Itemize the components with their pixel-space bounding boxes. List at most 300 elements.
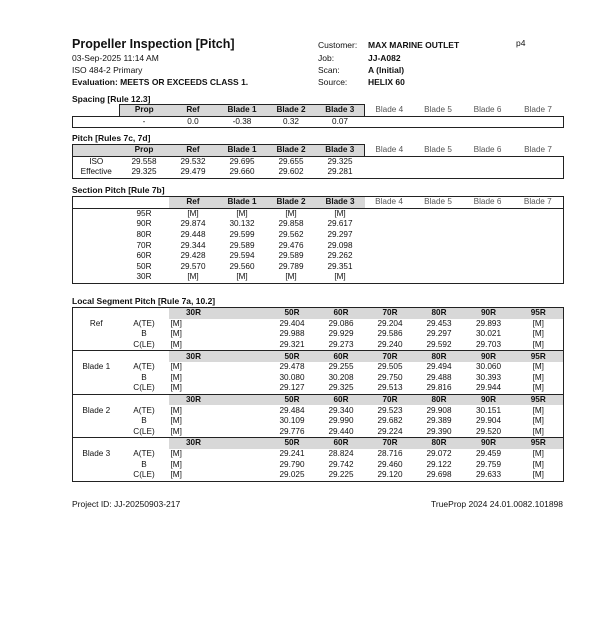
local-segment-row [73, 319, 564, 330]
local-cell: 29.297 [426, 329, 452, 339]
local-radius-header-row [73, 308, 564, 319]
local-group-label: Ref [73, 319, 120, 330]
pitch-cell: 29.532 [169, 156, 218, 167]
local-cell: 29.255 [328, 362, 354, 372]
section-row-spacer [73, 219, 120, 230]
local-cell: 29.321 [279, 340, 305, 350]
local-radius-header: 80R [415, 351, 464, 362]
local-radius-header-row [73, 394, 564, 405]
source-value: HELIX 60 [368, 77, 405, 87]
local-position-label: A(TE) [133, 449, 155, 459]
local-gap-cell [219, 416, 268, 427]
evaluation-result: Evaluation: MEETS OR EXCEEDS CLASS 1. [72, 77, 249, 87]
pitch-cell: 29.479 [169, 167, 218, 178]
local-segment-row [73, 427, 564, 438]
local-cell: 29.893 [475, 318, 502, 328]
local-cell: [M] [514, 362, 564, 373]
local-gap-cell [219, 383, 268, 394]
local-group-label [73, 340, 120, 351]
local-cell: 28.824 [328, 449, 354, 459]
spacing-col-blade4: Blade 4 [375, 105, 404, 115]
local-segment-row [73, 459, 564, 470]
spacing-col-blade2: Blade 2 [267, 105, 316, 117]
section-cell [463, 219, 513, 230]
local-header-spacer [120, 308, 169, 319]
local-radius-header: 60R [317, 438, 366, 449]
local-cell: 29.453 [426, 318, 452, 328]
local-cell: [M] [170, 405, 182, 415]
local-cell: 29.072 [426, 449, 452, 459]
local-cell: [M] [170, 449, 182, 459]
local-cell: 29.742 [328, 459, 354, 469]
local-gap-cell [219, 362, 268, 373]
spacing-col-blade5: Blade 5 [424, 105, 452, 115]
local-segment-title: Local Segment Pitch [Rule 7a, 10.2] [72, 296, 216, 306]
pitch-cell [463, 167, 513, 178]
local-cell: 29.460 [377, 459, 403, 469]
local-position-label: C(LE) [133, 383, 155, 393]
section-row-spacer [73, 272, 120, 283]
section-cell [365, 219, 414, 230]
local-cell: 29.225 [317, 470, 366, 481]
local-cell: 29.698 [415, 470, 464, 481]
local-cell: 29.478 [279, 362, 305, 372]
local-cell: 30.060 [475, 362, 502, 372]
pitch-cell: 29.695 [218, 156, 267, 167]
section-row-label: 50R [136, 261, 152, 271]
spacing-header-row [73, 105, 564, 117]
pitch-cell: 29.281 [316, 167, 365, 178]
spacing-corner [73, 105, 120, 117]
spacing-col-ref: Ref [169, 105, 218, 117]
section-cell [513, 262, 564, 273]
local-group-label [73, 373, 120, 384]
local-radius-header: 30R [169, 438, 219, 449]
local-position-label: A(TE) [133, 318, 155, 328]
local-header-spacer [120, 394, 169, 405]
local-radius-header: 80R [415, 438, 464, 449]
section-cell: [M] [218, 272, 267, 283]
pitch-col-prop: Prop [120, 145, 169, 157]
local-radius-header: 90R [464, 308, 514, 319]
local-segment-table [72, 307, 564, 482]
section-cell: 29.594 [229, 251, 255, 261]
pitch-col-ref: Ref [169, 145, 218, 157]
pitch-cell: 29.660 [218, 167, 267, 178]
spacing-cell: 0.32 [267, 116, 316, 128]
section-cell: 29.560 [229, 261, 255, 271]
local-segment-row [73, 416, 564, 427]
local-radius-header: 60R [317, 351, 366, 362]
local-group-label [73, 470, 120, 481]
pitch-row-label: ISO [73, 156, 120, 167]
pitch-col-blade5: Blade 5 [424, 145, 452, 155]
local-cell: 29.682 [377, 416, 403, 426]
spacing-cell: 0.0 [169, 116, 218, 128]
spacing-cell: 0.07 [316, 116, 365, 128]
section-cell: [M] [316, 272, 365, 283]
local-radius-header: 80R [415, 308, 464, 319]
standard-label: ISO 484-2 Primary [72, 65, 143, 75]
pitch-cell: 29.655 [267, 156, 316, 167]
local-cell: 29.988 [279, 329, 305, 339]
local-cell: [M] [514, 383, 564, 394]
local-segment-row [73, 373, 564, 384]
section-pitch-row [73, 251, 564, 262]
customer-value: MAX MARINE OUTLET [368, 40, 460, 50]
section-cell [365, 208, 414, 219]
pitch-col-blade3: Blade 3 [316, 145, 365, 157]
local-header-spacer [120, 438, 169, 449]
local-cell: 29.523 [377, 405, 403, 415]
local-gap-cell [219, 449, 268, 460]
local-cell: 29.204 [377, 318, 403, 328]
local-cell: [M] [170, 383, 182, 393]
local-cell: 29.513 [377, 383, 403, 393]
local-radius-header: 30R [169, 351, 219, 362]
pitch-col-blade2: Blade 2 [267, 145, 316, 157]
section-pitch-row [73, 219, 564, 230]
local-cell: [M] [514, 405, 564, 416]
local-cell: 29.750 [377, 372, 403, 382]
section-cell: 29.344 [180, 240, 206, 250]
local-cell: 29.241 [279, 449, 305, 459]
section-cell [365, 240, 414, 251]
local-radius-header: 90R [464, 394, 514, 405]
local-cell: [M] [170, 416, 182, 426]
report-date: 03-Sep-2025 11:14 AM [72, 53, 159, 63]
local-segment-row [73, 405, 564, 416]
section-col-ref: Ref [169, 197, 218, 209]
pitch-cell [463, 156, 513, 167]
local-cell: 29.944 [475, 383, 502, 393]
section-cell: 29.098 [327, 240, 353, 250]
section-cell [414, 208, 463, 219]
local-gap-cell [219, 329, 268, 340]
pitch-cell: 29.602 [267, 167, 316, 178]
local-segment-row [73, 340, 564, 351]
section-cell [414, 251, 463, 262]
section-cell: 29.351 [327, 261, 353, 271]
local-cell: 29.633 [464, 470, 514, 481]
section-col-blade1: Blade 1 [218, 197, 267, 209]
section-col-blade6: Blade 6 [463, 197, 513, 209]
local-cell: 29.929 [328, 329, 354, 339]
local-cell: [M] [170, 362, 182, 372]
local-cell: 29.505 [377, 362, 403, 372]
local-position-label: A(TE) [133, 405, 155, 415]
section-pitch-row [73, 272, 564, 283]
section-pitch-row [73, 262, 564, 273]
section-row-label: 95R [120, 208, 169, 219]
local-cell: 30.393 [475, 372, 502, 382]
local-cell: [M] [514, 459, 564, 470]
local-cell: 29.389 [426, 416, 452, 426]
local-segment-row [73, 383, 564, 394]
local-cell: [M] [514, 329, 564, 340]
page-title: Propeller Inspection [Pitch] [72, 37, 235, 51]
local-radius-header: 95R [514, 351, 564, 362]
local-radius-header: 50R [268, 308, 317, 319]
local-group-label [73, 416, 120, 427]
local-radius-header: 90R [464, 438, 514, 449]
section-row-label: 70R [136, 240, 152, 250]
local-cell: 29.224 [377, 426, 403, 436]
section-cell: 29.589 [278, 251, 304, 261]
section-cell [365, 262, 414, 273]
section-row-spacer [73, 208, 120, 219]
local-gap-cell [219, 405, 268, 416]
local-cell: 29.459 [475, 449, 502, 459]
pitch-cell [513, 156, 564, 167]
local-radius-header: 70R [366, 438, 415, 449]
section-cell [414, 219, 463, 230]
local-cell: 28.716 [377, 449, 403, 459]
local-radius-header: 70R [366, 308, 415, 319]
local-radius-header [219, 351, 268, 362]
local-cell: 29.025 [268, 470, 317, 481]
local-cell: [M] [514, 319, 564, 330]
section-cell [513, 272, 564, 283]
section-cell [365, 230, 414, 241]
local-cell: [M] [514, 449, 564, 460]
local-header-spacer [73, 351, 120, 362]
local-group-label: Blade 1 [73, 362, 120, 373]
section-cell [414, 262, 463, 273]
pitch-row-iso [73, 156, 564, 167]
pitch-cell: 29.325 [120, 167, 169, 178]
pitch-header-row [73, 145, 564, 157]
pitch-cell: 29.558 [120, 156, 169, 167]
local-gap-cell [219, 340, 268, 351]
section-pitch-row [73, 230, 564, 241]
local-cell: 29.776 [279, 426, 305, 436]
section-cell: 29.448 [180, 230, 206, 240]
local-cell: 30.151 [475, 405, 502, 415]
section-col-blade2: Blade 2 [267, 197, 316, 209]
local-cell: [M] [169, 470, 219, 481]
local-cell: 29.904 [475, 416, 502, 426]
local-cell: 29.325 [328, 383, 354, 393]
pitch-col-blade7: Blade 7 [524, 145, 552, 155]
section-row-label: 80R [136, 230, 152, 240]
local-group-label [73, 329, 120, 340]
section-cell [513, 240, 564, 251]
local-gap-cell [219, 319, 268, 330]
local-radius-header: 90R [464, 351, 514, 362]
local-cell: 29.240 [377, 340, 403, 350]
section-cell [463, 262, 513, 273]
local-radius-header [219, 394, 268, 405]
section-pitch-table [72, 196, 564, 284]
section-pitch-header-row [73, 197, 564, 209]
section-cell: [M] [169, 272, 218, 283]
local-gap-cell [219, 373, 268, 384]
pitch-cell [414, 156, 463, 167]
local-cell: [M] [170, 318, 182, 328]
section-cell: 29.428 [180, 251, 206, 261]
local-radius-header: 30R [169, 308, 219, 319]
section-col-blade5: Blade 5 [414, 197, 463, 209]
local-radius-header-row [73, 438, 564, 449]
section-pitch-row [73, 208, 564, 219]
pitch-corner [73, 145, 120, 157]
local-cell: 29.120 [366, 470, 415, 481]
local-radius-header: 60R [317, 394, 366, 405]
local-segment-row [73, 362, 564, 373]
section-cell: [M] [267, 208, 316, 219]
local-group-label: Blade 3 [73, 449, 120, 460]
local-position-label: B [141, 372, 147, 382]
local-cell: 29.494 [426, 362, 452, 372]
local-cell: 30.109 [279, 416, 305, 426]
section-pitch-title: Section Pitch [Rule 7b] [72, 185, 165, 195]
local-cell: [M] [514, 470, 564, 481]
section-pitch-body [73, 208, 564, 283]
local-position-label: A(TE) [133, 362, 155, 372]
local-cell: 29.520 [475, 426, 502, 436]
local-cell: 30.021 [475, 329, 502, 339]
section-row-spacer [73, 230, 120, 241]
section-row-spacer [73, 240, 120, 251]
section-cell: [M] [169, 208, 218, 219]
local-position-label: B [141, 459, 147, 469]
software-version: TrueProp 2024 24.01.0082.101898 [430, 499, 563, 509]
local-radius-header [219, 308, 268, 319]
local-cell: [M] [170, 329, 182, 339]
local-gap-cell [219, 459, 268, 470]
local-radius-header: 50R [268, 438, 317, 449]
local-gap-cell [219, 470, 268, 481]
section-cell: 29.562 [278, 230, 304, 240]
section-cell [463, 272, 513, 283]
section-cell: 29.570 [180, 261, 206, 271]
local-cell: 29.484 [279, 405, 305, 415]
local-cell: [M] [170, 426, 182, 436]
section-cell: 29.476 [278, 240, 304, 250]
job-label: Job: [318, 53, 335, 63]
section-cell: 29.599 [229, 230, 255, 240]
pitch-cell [365, 156, 414, 167]
section-cell [463, 251, 513, 262]
local-group-label [73, 459, 120, 470]
section-cell [365, 251, 414, 262]
section-row-label: 90R [136, 219, 152, 229]
section-pitch-corner [120, 197, 169, 209]
spacing-table [72, 104, 564, 128]
local-group-label [73, 427, 120, 438]
section-cell [414, 272, 463, 283]
local-segment-row [73, 449, 564, 460]
pitch-table [72, 144, 564, 179]
spacing-col-prop: Prop [120, 105, 169, 117]
local-radius-header: 50R [268, 394, 317, 405]
local-cell: 29.404 [279, 318, 305, 328]
local-position-label: B [141, 329, 147, 339]
section-cell: 29.262 [327, 251, 353, 261]
section-cell [513, 208, 564, 219]
local-radius-header [219, 438, 268, 449]
local-cell: [M] [170, 340, 182, 350]
section-cell: 29.874 [180, 219, 206, 229]
local-group-label: Blade 2 [73, 405, 120, 416]
local-cell: 29.122 [426, 459, 452, 469]
local-cell: 29.592 [426, 340, 452, 350]
local-position-label: C(LE) [133, 426, 155, 436]
local-cell: 29.440 [328, 426, 354, 436]
local-header-spacer [73, 394, 120, 405]
pitch-title: Pitch [Rules 7c, 7d] [72, 133, 151, 143]
local-cell: 29.790 [279, 459, 305, 469]
spacing-cell [365, 116, 414, 128]
section-cell [463, 230, 513, 241]
local-cell: 29.990 [328, 416, 354, 426]
local-radius-header: 70R [366, 351, 415, 362]
customer-label: Customer: [318, 40, 358, 50]
scan-value: A (Initial) [368, 65, 405, 75]
spacing-col-blade7: Blade 7 [524, 105, 552, 115]
section-cell: [M] [267, 272, 316, 283]
local-radius-header: 70R [366, 394, 415, 405]
local-cell: 30.208 [328, 372, 354, 382]
section-cell: 29.858 [278, 219, 304, 229]
spacing-col-blade3: Blade 3 [316, 105, 365, 117]
local-cell: 29.086 [328, 318, 354, 328]
section-col-blade4: Blade 4 [365, 197, 414, 209]
pitch-cell: 29.325 [316, 156, 365, 167]
local-radius-header: 50R [268, 351, 317, 362]
local-cell: 29.488 [426, 372, 452, 382]
local-header-spacer [73, 308, 120, 319]
section-cell [463, 208, 513, 219]
scan-label: Scan: [318, 65, 340, 75]
section-cell [365, 272, 414, 283]
local-group-label [73, 383, 120, 394]
section-cell [414, 230, 463, 241]
pitch-row-label: Effective [73, 167, 120, 178]
local-gap-cell [219, 427, 268, 438]
local-cell: [M] [514, 416, 564, 427]
section-cell: 29.789 [278, 261, 304, 271]
local-radius-header: 95R [514, 308, 564, 319]
section-cell: 29.617 [327, 219, 353, 229]
spacing-cell [513, 116, 564, 128]
spacing-title: Spacing [Rule 12.3] [72, 94, 151, 104]
local-radius-header: 95R [514, 438, 564, 449]
local-position-label: C(LE) [133, 340, 155, 350]
pitch-col-blade6: Blade 6 [473, 145, 502, 155]
section-row-label: 30R [120, 272, 169, 283]
local-radius-header: 30R [169, 394, 219, 405]
local-cell: 30.080 [279, 372, 305, 382]
project-id: Project ID: JJ-20250903-217 [72, 499, 181, 509]
spacing-row [73, 116, 564, 128]
spacing-cell: - [120, 116, 169, 128]
section-row-label: 60R [136, 251, 152, 261]
spacing-row-label [73, 116, 120, 128]
section-cell: [M] [316, 208, 365, 219]
job-value: JJ-A082 [368, 53, 401, 63]
local-cell: [M] [514, 340, 564, 351]
local-cell: [M] [514, 427, 564, 438]
section-row-spacer [73, 251, 120, 262]
local-cell: 29.340 [328, 405, 354, 415]
section-cell [513, 230, 564, 241]
local-header-spacer [73, 438, 120, 449]
pitch-col-blade4: Blade 4 [375, 145, 404, 155]
local-radius-header: 95R [514, 394, 564, 405]
section-pitch-corner [73, 197, 120, 209]
